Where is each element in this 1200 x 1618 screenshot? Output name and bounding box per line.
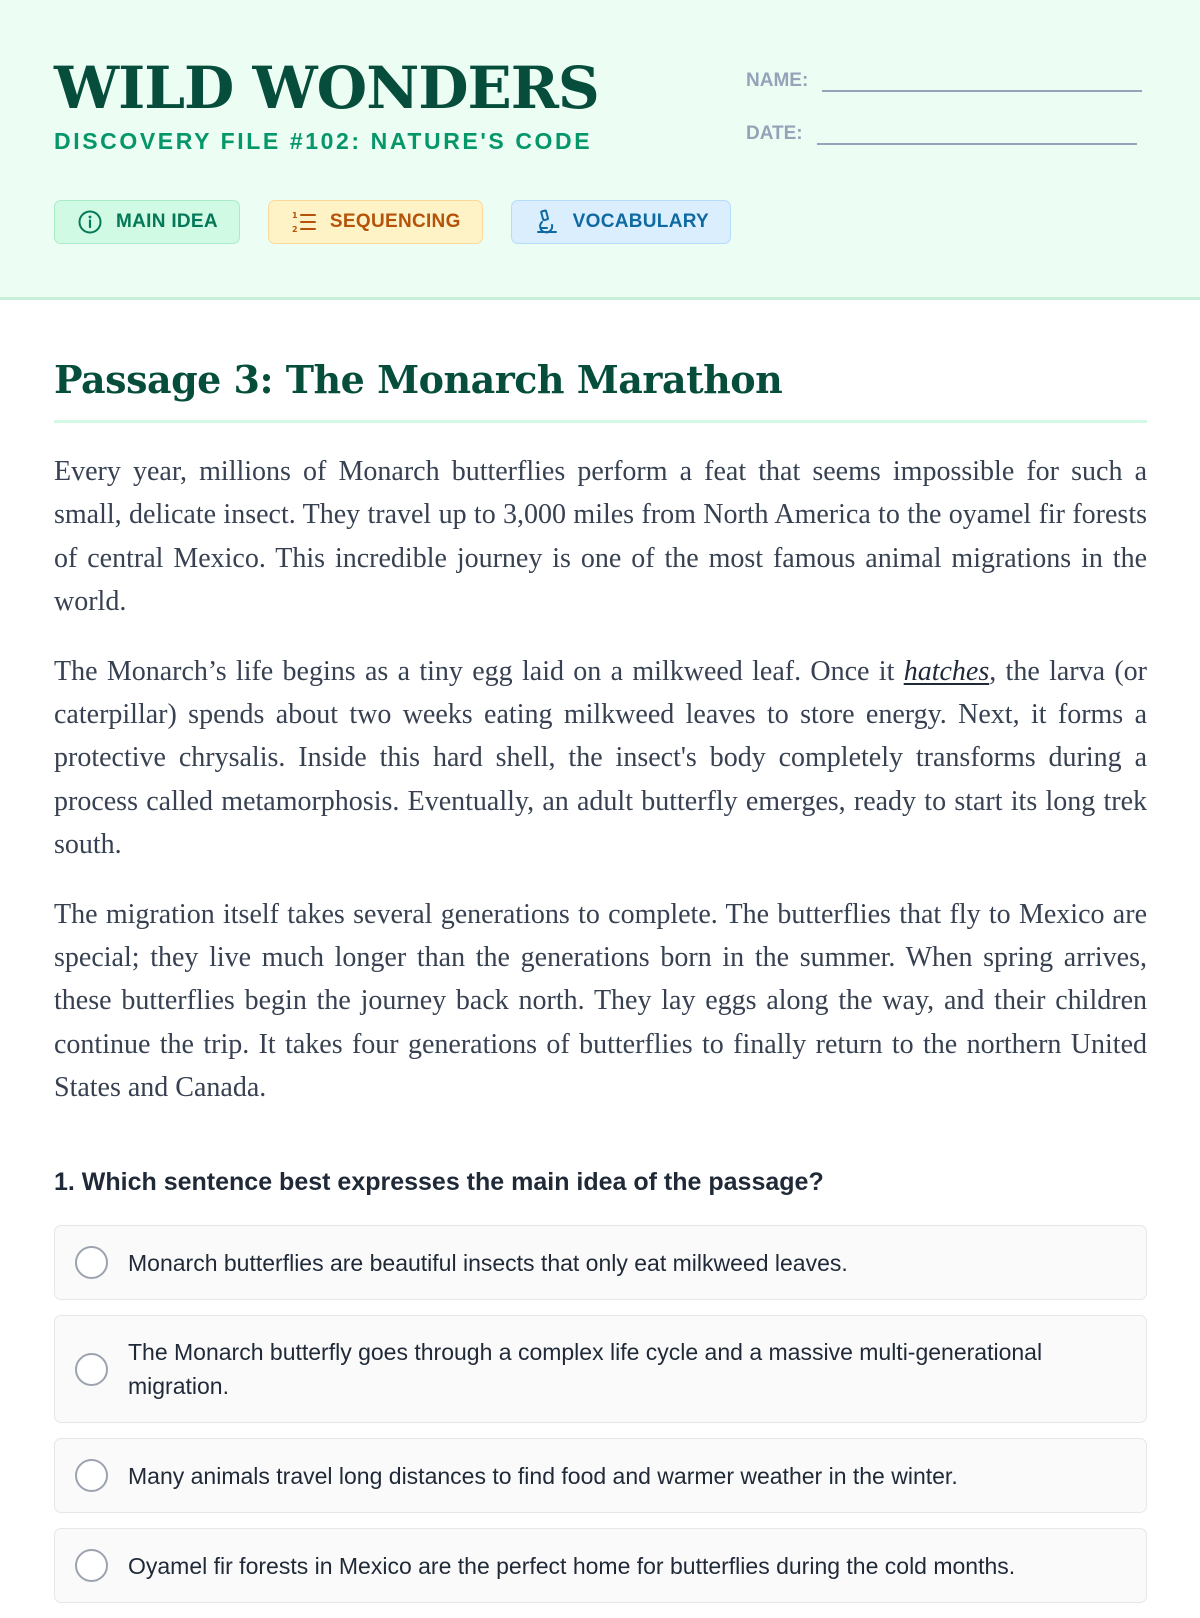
paragraph-text: The Monarch’s life begins as a tiny egg laid on a milkweed leaf. Once it xyxy=(54,655,904,687)
svg-text:1: 1 xyxy=(291,211,298,220)
brand-title: WILD WONDERS xyxy=(54,54,599,122)
radio-button[interactable] xyxy=(75,1246,108,1279)
option-text: Oyamel fir forests in Mexico are the perfect home for butterflies during the cold months. xyxy=(128,1552,1016,1579)
skill-tags xyxy=(54,200,731,244)
answer-option[interactable] xyxy=(54,1225,1147,1300)
title-divider xyxy=(54,420,1147,423)
date-input-line[interactable] xyxy=(817,115,1137,145)
numbered-list-icon xyxy=(290,208,318,236)
date-field[interactable] xyxy=(746,115,1137,145)
passage-paragraph xyxy=(54,650,1147,867)
radio-button[interactable] xyxy=(75,1459,108,1492)
option-text: The Monarch butterfly goes through a complex life cycle and a massive multi-generational migration. xyxy=(128,1339,1043,1399)
vocabulary-word[interactable]: hatches xyxy=(903,655,990,687)
tag-label: VOCABULARY xyxy=(572,211,710,232)
paragraph-text: , the larva (or caterpillar) spends about two weeks eating milkweed leaves to store energy. Next, it forms a protective chrysalis. Inside this hard shell, the insect's body completely transforms during a process called metamorphosis. Eventually, an adult butterfly emerges, ready to start its long trek south. xyxy=(54,655,1147,861)
date-label: DATE: xyxy=(746,123,803,144)
passage-paragraph: Every year, millions of Monarch butterflies perform a feat that seems impossible for such a small, delicate insect. They travel up to 3,000 miles from North America to the oyamel fir forests of central Mexico. This incredible journey is one of the most famous animal migrations in the world. xyxy=(54,456,1147,618)
tag-label: MAIN IDEA xyxy=(116,211,218,232)
option-text: Many animals travel long distances to find food and warmer weather in the winter. xyxy=(128,1462,958,1489)
passage-title: Passage 3: The Monarch Marathon xyxy=(54,357,783,402)
name-field[interactable] xyxy=(746,62,1142,92)
discovery-file-subtitle: DISCOVERY FILE #102: NATURE'S CODE xyxy=(54,128,593,154)
name-input-line[interactable] xyxy=(822,62,1142,92)
tag-vocabulary[interactable] xyxy=(511,200,731,244)
answer-option[interactable] xyxy=(54,1315,1147,1423)
radio-button[interactable] xyxy=(75,1549,108,1582)
passage-paragraph: The migration itself takes several generations to complete. The butterflies that fly to Mexico are special; they live much longer than the generations born in the summer. When spring arrives, these butterflies begin the journey back north. They lay eggs along the way, and their children continue the trip. It takes four generations of butterflies to finally return to the northern United States and Canada. xyxy=(54,898,1147,1104)
worksheet-header xyxy=(0,0,1200,300)
question-prompt: 1. Which sentence best expresses the main idea of the passage? xyxy=(54,1168,824,1196)
answer-options xyxy=(54,1225,1147,1618)
info-circle-icon xyxy=(76,208,104,236)
svg-text:2: 2 xyxy=(291,225,298,234)
tag-sequencing[interactable] xyxy=(268,200,483,244)
tag-label: SEQUENCING xyxy=(329,211,461,232)
tag-main-idea[interactable] xyxy=(54,200,240,244)
passage-body xyxy=(54,450,1147,1136)
microscope-icon xyxy=(533,208,561,236)
radio-button[interactable] xyxy=(75,1353,108,1386)
answer-option[interactable] xyxy=(54,1438,1147,1513)
answer-option[interactable] xyxy=(54,1528,1147,1603)
option-text: Monarch butterflies are beautiful insects that only eat milkweed leaves. xyxy=(128,1249,848,1276)
name-label: NAME: xyxy=(746,70,809,91)
